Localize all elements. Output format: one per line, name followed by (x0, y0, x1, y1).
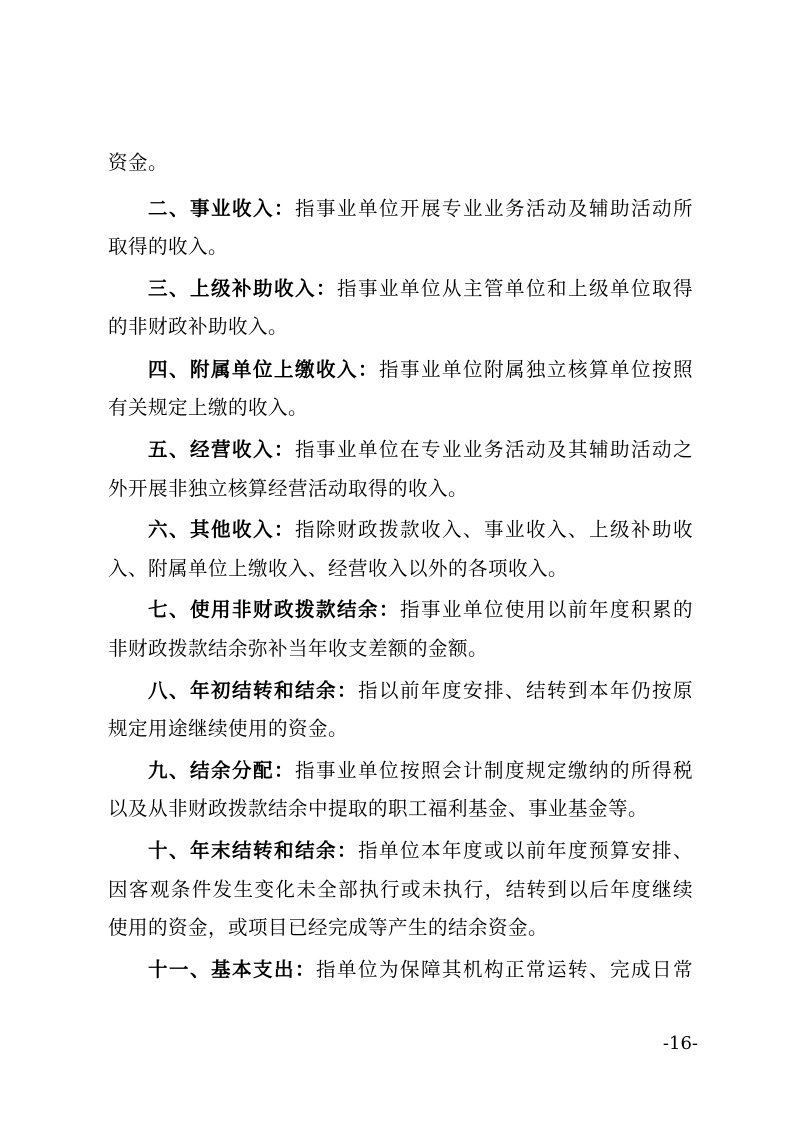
item-6-term: 六、其他收入： (148, 518, 295, 541)
item-9-term: 九、结余分配： (148, 759, 295, 782)
item-3-line-1 (148, 274, 693, 304)
item-6-text: 指除财政拨款收入、事业收入、上级补助收 (295, 518, 693, 541)
page-number: -16- (662, 1033, 698, 1054)
intro-text: 资金。 (108, 151, 169, 174)
item-7-line-1 (148, 595, 693, 625)
item-10-line-2: 因客观条件发生变化未全部执行或未执行，结转到以后年度继续 (108, 878, 693, 901)
item-8-line-1 (148, 676, 693, 706)
item-2-line-2: 取得的收入。 (108, 235, 229, 258)
item-3-text: 指事业单位从主管单位和上级单位取得 (337, 277, 693, 300)
item-9-line-1 (148, 756, 693, 786)
item-7-term: 七、使用非财政拨款结余： (148, 598, 400, 621)
item-8-text: 指以前年度安排、结转到本年仍按原 (358, 679, 693, 702)
item-10-term: 十、年末结转和结余： (148, 839, 358, 862)
item-10-text: 指单位本年度或以前年度预算安排、 (358, 839, 693, 862)
item-9-line-2: 以及从非财政拨款结余中提取的职工福利基金、事业基金等。 (108, 797, 649, 820)
item-10-line-1 (148, 836, 693, 866)
item-11-line-1 (148, 955, 693, 985)
item-9-text: 指事业单位按照会计制度规定缴纳的所得税 (295, 759, 693, 782)
item-5-term: 五、经营收入： (148, 438, 295, 461)
item-2-line-1 (148, 194, 693, 224)
item-11-text: 指单位为保障其机构正常运转、完成日常 (316, 958, 693, 981)
item-5-line-2: 外开展非独立核算经营活动取得的收入。 (108, 477, 469, 500)
item-4-text: 指事业单位附属独立核算单位按照 (379, 358, 693, 381)
item-5-text: 指事业单位在专业业务活动及其辅助活动之 (295, 438, 693, 461)
item-6-line-1 (148, 515, 693, 545)
item-6-line-2: 入、附属单位上缴收入、经营收入以外的各项收入。 (108, 557, 569, 580)
item-11-term: 十一、基本支出： (148, 958, 316, 981)
item-5-line-1 (148, 435, 693, 465)
item-7-text: 指事业单位使用以前年度积累的 (400, 598, 693, 621)
item-10-line-3: 使用的资金，或项目已经完成等产生的结余资金。 (108, 916, 549, 939)
item-8-line-2: 规定用途继续使用的资金。 (108, 717, 349, 740)
item-2-text: 指事业单位开展专业业务活动及辅助活动所 (295, 197, 693, 220)
item-4-line-2: 有关规定上缴的收入。 (108, 396, 309, 419)
item-4-term: 四、附属单位上缴收入： (148, 358, 379, 381)
item-3-line-2: 的非财政补助收入。 (108, 315, 289, 338)
item-8-term: 八、年初结转和结余： (148, 679, 358, 702)
item-4-line-1 (148, 355, 693, 385)
item-3-term: 三、上级补助收入： (148, 277, 337, 300)
item-7-line-2: 非财政拨款结余弥补当年收支差额的金额。 (108, 637, 489, 660)
item-2-term: 二、事业收入： (148, 197, 295, 220)
